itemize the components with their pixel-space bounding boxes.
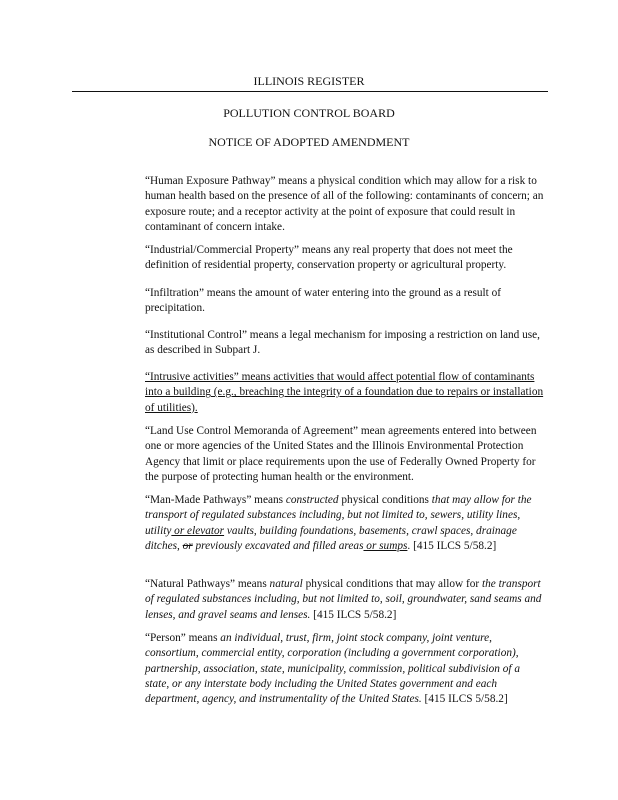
definition-land-use-control-memoranda: “Land Use Control Memoranda of Agreement” mean agreements entered into between one or more agencies of the United States and the Illinois Environmental Protection Agency that limit or place requirements upon the use of Federally Owned Property for the purpose of protecting human health or the environment.: [145, 425, 537, 483]
natural-natural: natural: [269, 578, 303, 590]
man-made-elevator-insert: or elevator: [171, 524, 225, 537]
definition-infiltration: “Infiltration” means the amount of water entering into the ground as a result of precipitation.: [145, 287, 502, 315]
man-made-constructed: constructed: [285, 494, 339, 506]
header-rule: [72, 91, 548, 92]
man-made-sumps-insert: or sumps: [363, 539, 408, 552]
man-made-vaults: vaults, building foundations, basements, crawl spaces, drainage ditches,: [145, 524, 517, 552]
man-made-deleted-or: or: [182, 539, 193, 552]
man-made-transport: that may allow for the transport of regulated substances including, but not limited to, sewers, utility lines, utility: [145, 494, 532, 537]
definition-man-made-pathways: [145, 493, 545, 554]
definition-industrial-commercial-property: “Industrial/Commercial Property” means any real property that does not meet the definition of residential property, conservation property or agricultural property.: [145, 244, 513, 272]
definition-human-exposure-pathway: “Human Exposure Pathway” means a physical condition which may allow for a risk to human health based on the presence of all of the following: contaminants of concern; an exposure route; and a receptor activity at the point of exposure that could result in contaminant of concern intake.: [145, 175, 544, 233]
natural-term: “Natural Pathways” means: [145, 578, 270, 590]
notice-title: NOTICE OF ADOPTED AMENDMENT: [208, 135, 410, 149]
person-term: “Person” means: [145, 632, 221, 644]
definition-institutional-control: “Institutional Control” means a legal mechanism for imposing a restriction on land use, as described in Subpart J.: [145, 329, 540, 357]
natural-citation: [415 ILCS 5/58.2]: [310, 608, 397, 621]
register-title: ILLINOIS REGISTER: [253, 74, 365, 88]
person-citation: [415 ILCS 5/58.2]: [421, 693, 508, 706]
man-made-physical: physical conditions: [338, 494, 432, 506]
definition-person: [145, 631, 545, 707]
person-definition: an individual, trust, firm, joint stock company, joint venture, consortium, commercial entity, corporation (including a government corporation), partnership, association, state, municipality, commission, political subdivision of a state, or any interstate body including the United States government and each department, agency, and instrumentality of the United States.: [145, 632, 520, 706]
man-made-excavated: previously excavated and filled areas: [192, 539, 364, 552]
natural-transport: the transport of regulated substances including, but not limited to, soil, groundwater, sand seams and lenses, and gravel seams and lenses.: [145, 578, 542, 621]
man-made-term: “Man-Made Pathways” means: [145, 494, 286, 506]
natural-physical: physical conditions that may allow for: [302, 578, 482, 590]
man-made-citation: . [415 ILCS 5/58.2]: [407, 539, 497, 552]
board-title: POLLUTION CONTROL BOARD: [223, 106, 395, 120]
definition-intrusive-activities: “Intrusive activities” means activities that would affect potential flow of contaminants into a building (e.g., breaching the integrity of a foundation due to repairs or installation of utilities).: [145, 371, 544, 414]
definition-natural-pathways: [145, 577, 545, 623]
